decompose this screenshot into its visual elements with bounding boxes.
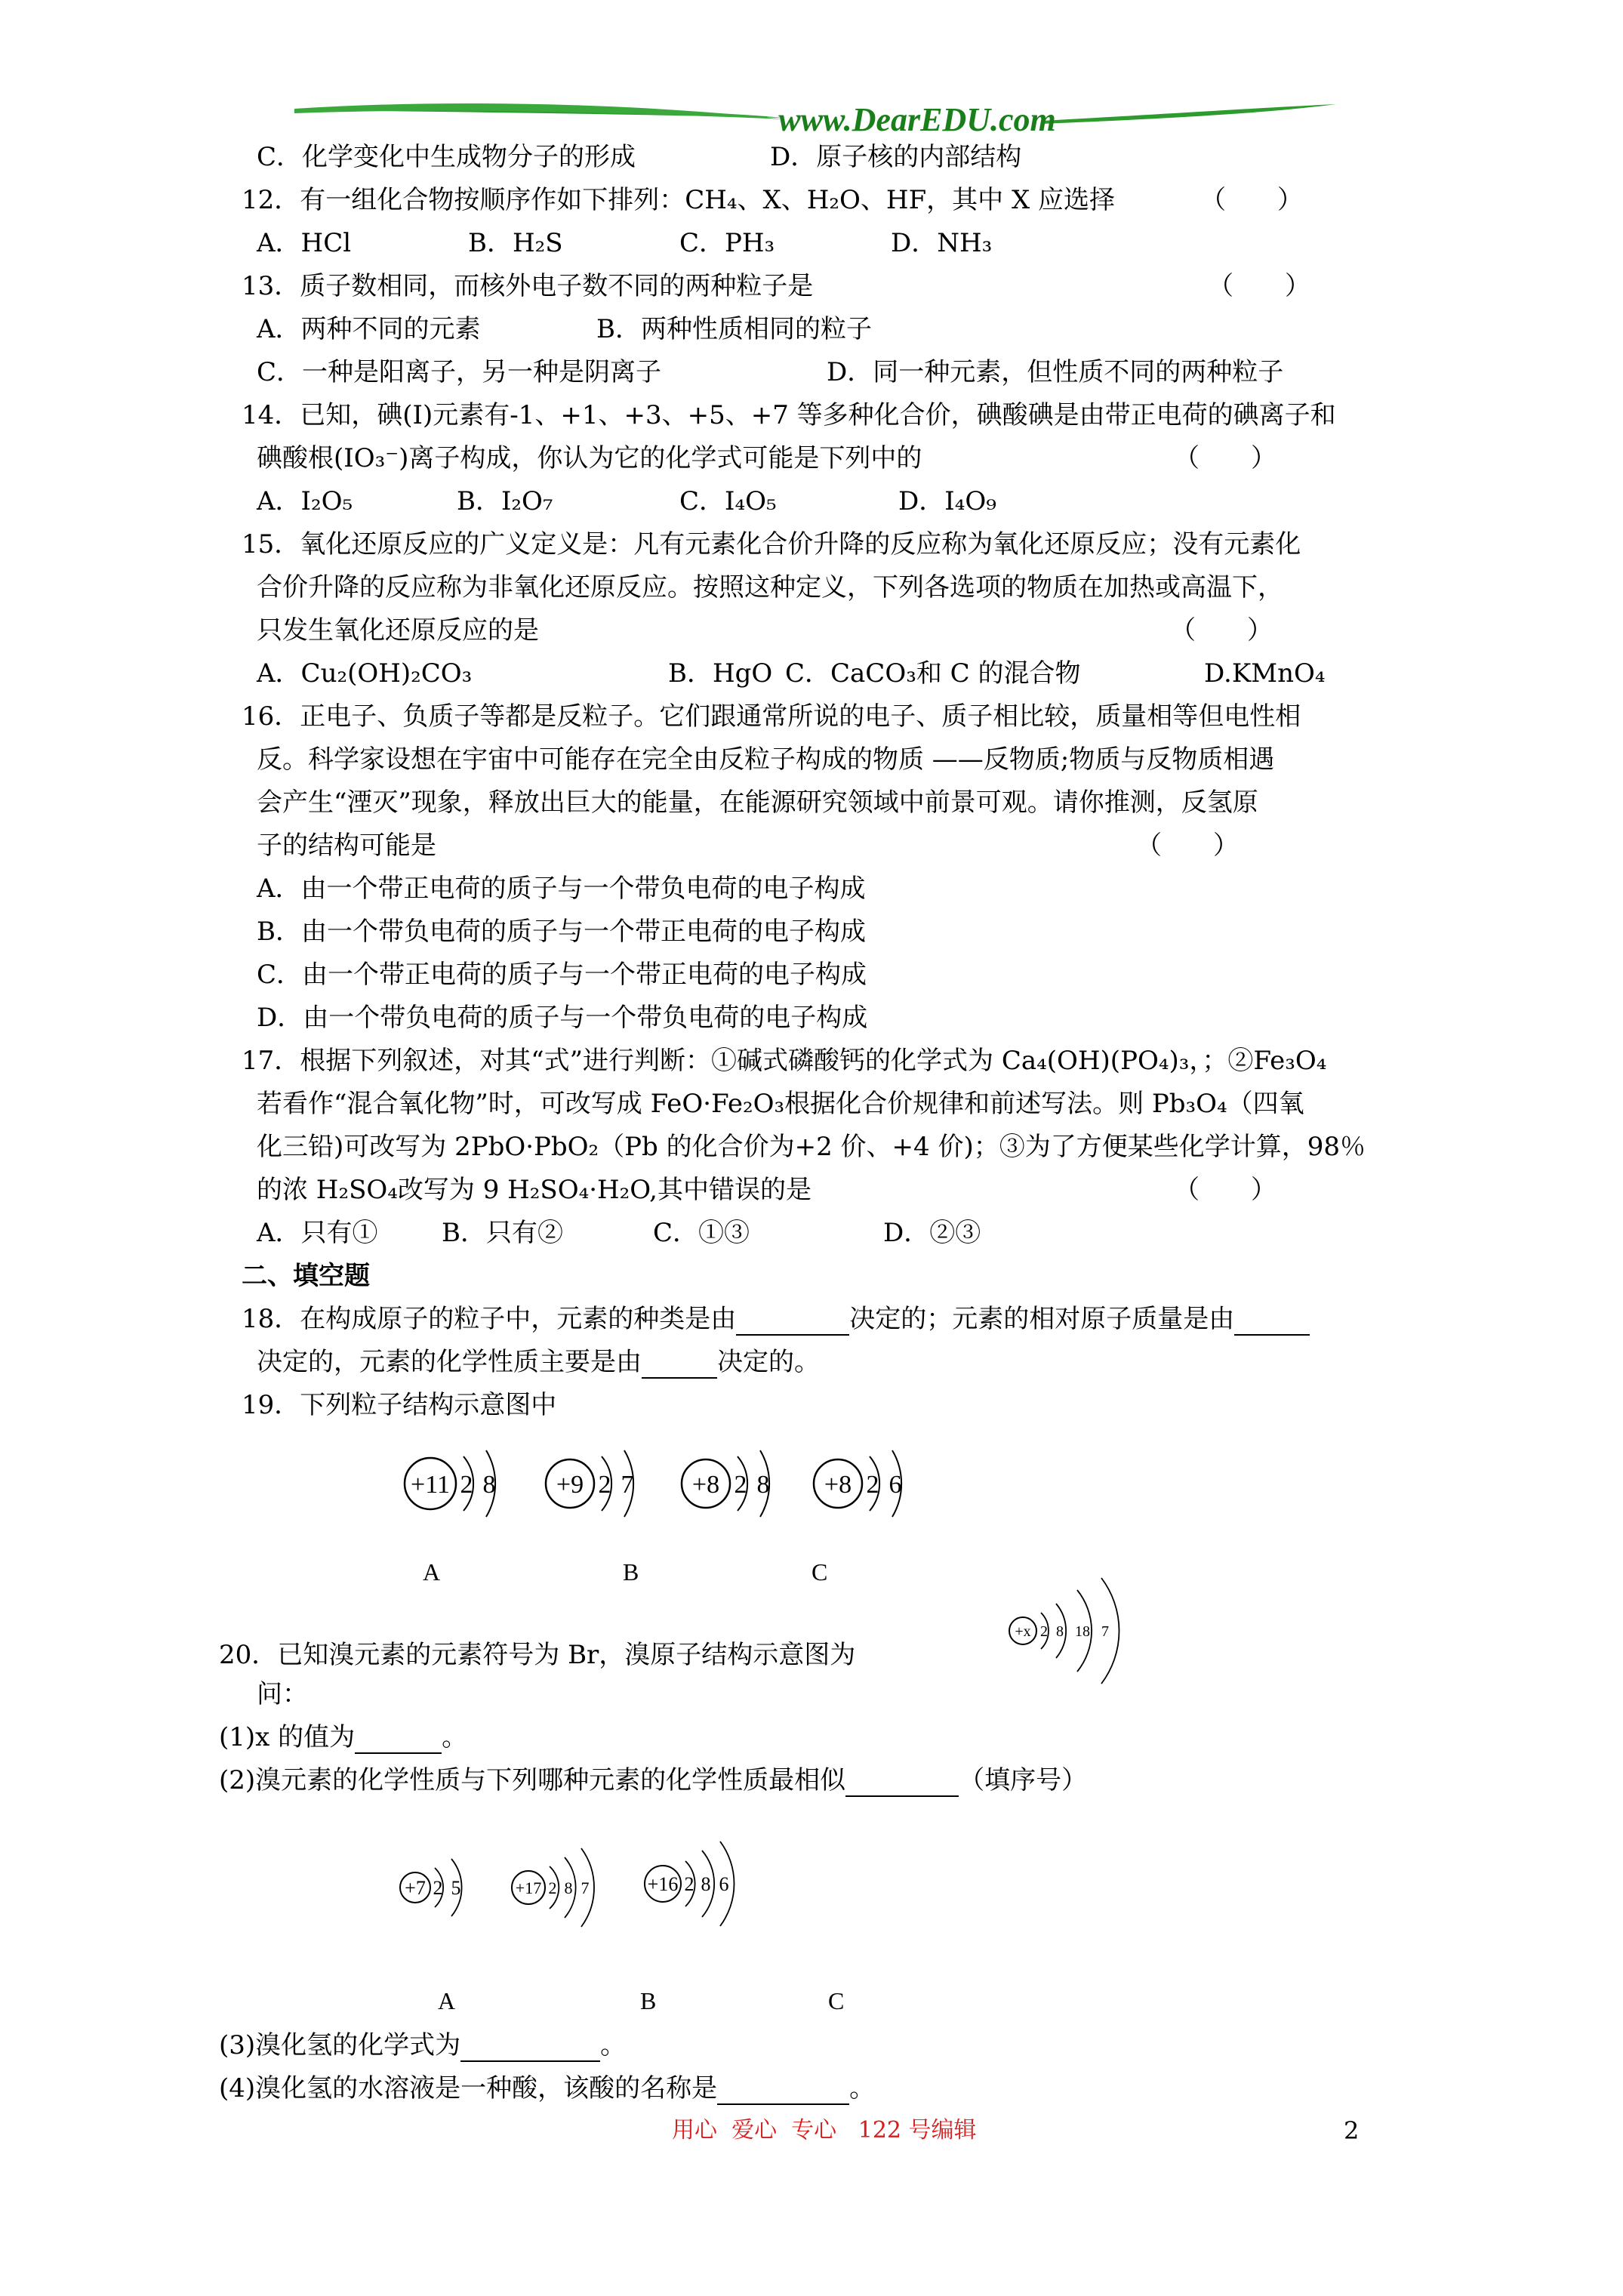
atom-diagram-4 bbox=[814, 1450, 902, 1517]
q18-line-1 bbox=[242, 1302, 1310, 1336]
header-banner bbox=[287, 97, 1344, 142]
q19-label-a: A bbox=[423, 1558, 441, 1586]
atom-diagram-1 bbox=[405, 1450, 496, 1517]
q19-stem: 19．下列粒子结构示意图中 bbox=[242, 1390, 557, 1420]
section-heading: 二、填空题 bbox=[242, 1261, 370, 1291]
shell-count: 2 bbox=[548, 1878, 557, 1897]
q14-option-b: B．I₂O₇ bbox=[457, 486, 553, 516]
shell-count: 7 bbox=[581, 1878, 590, 1897]
q16-option-b: B．由一个带负电荷的质子与一个带正电荷的电子构成 bbox=[257, 917, 866, 947]
shell-count: 2 bbox=[866, 1471, 879, 1499]
q20-sub-1-text: (1)x 的值为 bbox=[219, 1722, 356, 1752]
shell-count: 8 bbox=[564, 1878, 573, 1897]
shell-count: 8 bbox=[756, 1471, 770, 1499]
q17-answer-paren: （ ） bbox=[1174, 1175, 1277, 1205]
shell-count: 2 bbox=[734, 1471, 747, 1499]
q15-option-c: C．CaCO₃和 C 的混合物 bbox=[785, 658, 1081, 689]
q19-diagrams bbox=[393, 1427, 966, 1548]
nucleus-label: +8 bbox=[691, 1471, 720, 1499]
q16-option-c: C．由一个带正电荷的质子与一个带正电荷的电子构成 bbox=[257, 960, 867, 990]
nucleus-label: +9 bbox=[556, 1471, 584, 1499]
atom-diagram-a bbox=[400, 1859, 462, 1916]
shell-count: 5 bbox=[451, 1877, 461, 1899]
shell-count: 7 bbox=[621, 1471, 634, 1499]
q16-line-4: 子的结构可能是 bbox=[257, 831, 436, 861]
footer-credit: 用心 爱心 专心 122 号编辑 bbox=[672, 2117, 977, 2143]
q12-option-b: B．H₂S bbox=[468, 228, 563, 258]
q17-line-4: 的浓 H₂SO₄改写为 9 H₂SO₄·H₂O,其中错误的是 bbox=[257, 1175, 812, 1205]
q16-line-1: 16．正电子、负质子等都是反粒子。它们跟通常所说的电子、质子相比较，质量相等但电性相 bbox=[242, 701, 1301, 732]
shell-count: 6 bbox=[719, 1873, 729, 1895]
q20-stem: 20．已知溴元素的元素符号为 Br，溴原子结构示意图为 bbox=[219, 1640, 856, 1670]
q12-option-d: D．NH₃ bbox=[891, 228, 993, 258]
q20-blank-1[interactable] bbox=[355, 1727, 442, 1754]
shell-count: 2 bbox=[684, 1873, 694, 1895]
shell-count: 7 bbox=[1101, 1623, 1109, 1640]
q13-option-c: C．一种是阳离子，另一种是阴离子 bbox=[257, 357, 662, 387]
shell-count: 2 bbox=[598, 1471, 611, 1499]
q20-label-c: C bbox=[828, 1987, 845, 2014]
atom-diagram-3 bbox=[682, 1450, 770, 1517]
q14-option-a: A．I₂O₅ bbox=[257, 486, 353, 516]
q15-line-3: 只发生氧化还原反应的是 bbox=[257, 615, 539, 646]
q13-answer-paren: （ ） bbox=[1208, 271, 1310, 301]
q20-sub-1-end: 。 bbox=[442, 1722, 468, 1752]
q16-option-a: A．由一个带正电荷的质子与一个带负电荷的电子构成 bbox=[257, 874, 866, 904]
q15-option-d: D.KMnO₄ bbox=[1204, 658, 1326, 689]
q14-line-1: 14．已知，碘(I)元素有-1、+1、+3、+5、+7 等多种化合价，碘酸碘是由带正电荷的碘离子和 bbox=[242, 400, 1336, 430]
q18-part-3: 决定的，元素的化学性质主要是由 bbox=[257, 1347, 642, 1377]
q20-blank-3[interactable] bbox=[460, 2035, 600, 2062]
q14-answer-paren: （ ） bbox=[1174, 443, 1277, 473]
q18-line-2 bbox=[257, 1345, 820, 1379]
q15-line-2: 合价升降的反应称为非氧化还原反应。按照这种定义，下列各选项的物质在加热或高温下， bbox=[257, 572, 1283, 603]
q18-part-1: 18．在构成原子的粒子中，元素的种类是由 bbox=[242, 1304, 737, 1334]
left-swoosh-tail bbox=[294, 103, 785, 119]
atom-diagram-c bbox=[645, 1841, 735, 1926]
q17-option-c: C．①③ bbox=[653, 1218, 750, 1248]
q20-label-a: A bbox=[438, 1987, 456, 2014]
atom-diagram-2 bbox=[546, 1450, 634, 1517]
q18-blank-1[interactable] bbox=[736, 1308, 849, 1336]
q20-blank-4[interactable] bbox=[717, 2078, 849, 2105]
q20-sub-1 bbox=[219, 1721, 467, 1754]
q20-sub-2 bbox=[219, 1764, 1087, 1797]
q16-answer-paren: （ ） bbox=[1136, 831, 1239, 861]
q13-option-b: B．两种性质相同的粒子 bbox=[596, 314, 872, 344]
q16-line-3: 会产生“湮灭”现象，释放出巨大的能量，在能源研究领域中前景可观。请你推测，反氢原 bbox=[257, 787, 1258, 818]
q19-label-c: C bbox=[812, 1558, 828, 1586]
q13-option-d: D．同一种元素，但性质不同的两种粒子 bbox=[827, 357, 1284, 387]
q18-part-4: 决定的。 bbox=[717, 1347, 820, 1377]
q12-answer-paren: （ ） bbox=[1200, 185, 1303, 215]
q20-label-b: B bbox=[640, 1987, 657, 2014]
q17-line-2: 若看作“混合氧化物”时，可改写成 FeO·Fe₂O₃根据化合价规律和前述写法。则 Pb₃O₄（四氧 bbox=[257, 1089, 1304, 1119]
q18-blank-3[interactable] bbox=[642, 1351, 717, 1379]
q15-option-a: A．Cu₂(OH)₂CO₃ bbox=[257, 658, 473, 689]
q20-sub-2-text: (2)溴元素的化学性质与下列哪种元素的化学性质最相似 bbox=[219, 1765, 846, 1795]
q20-sub-4-end: 。 bbox=[849, 2073, 876, 2103]
q13-stem: 13．质子数相同，而核外电子数不同的两种粒子是 bbox=[242, 271, 814, 301]
nucleus-label: +16 bbox=[647, 1873, 679, 1895]
shell-count: 8 bbox=[482, 1471, 496, 1499]
page-number: 2 bbox=[1344, 2116, 1360, 2145]
shell-count: 18 bbox=[1075, 1623, 1090, 1640]
shell-count: 2 bbox=[460, 1471, 473, 1499]
bromine-atom-diagram bbox=[996, 1567, 1147, 1703]
q20-sub-4 bbox=[219, 2072, 875, 2105]
nucleus-label: +8 bbox=[824, 1471, 852, 1499]
q14-line-2: 碘酸根(IO₃⁻)离子构成，你认为它的化学式可能是下列中的 bbox=[257, 443, 922, 473]
right-swoosh bbox=[1042, 104, 1336, 124]
atom-diagram-b bbox=[512, 1848, 594, 1927]
q11-option-d: D．原子核的内部结构 bbox=[770, 142, 1022, 172]
q11-option-c: C．化学变化中生成物分子的形成 bbox=[257, 142, 636, 172]
q12-stem: 12．有一组化合物按顺序作如下排列：CH₄、X、H₂O、HF，其中 X 应选择 bbox=[242, 185, 1115, 215]
q17-line-3: 化三铅)可改写为 2PbO·PbO₂（Pb 的化合价为+2 价、+4 价)；③为了方便某些化学计算，98％ bbox=[257, 1132, 1366, 1162]
q15-answer-paren: （ ） bbox=[1170, 615, 1273, 646]
q16-option-d: D．由一个带负电荷的质子与一个带负电荷的电子构成 bbox=[257, 1003, 868, 1033]
nucleus-label: +11 bbox=[411, 1471, 450, 1499]
nucleus-label: +17 bbox=[515, 1878, 542, 1897]
shell-count: 6 bbox=[888, 1471, 902, 1499]
q20-stem-2: 问： bbox=[257, 1679, 308, 1709]
shell-count: 2 bbox=[1040, 1623, 1048, 1640]
shell-count: 2 bbox=[433, 1877, 443, 1899]
site-logo: www.DearEDU.com bbox=[778, 101, 1056, 138]
q20-diagrams bbox=[385, 1823, 778, 1937]
q20-sub-3 bbox=[219, 2029, 626, 2062]
q19-label-b: B bbox=[623, 1558, 639, 1586]
q12-option-a: A．HCl bbox=[257, 228, 352, 258]
q17-option-a: A．只有① bbox=[257, 1218, 378, 1248]
q20-sub-4-text: (4)溴化氢的水溶液是一种酸，该酸的名称是 bbox=[219, 2073, 718, 2103]
q16-line-2: 反。科学家设想在宇宙中可能存在完全由反粒子构成的物质 ——反物质;物质与反物质相遇 bbox=[257, 744, 1275, 775]
shell-count: 8 bbox=[701, 1873, 711, 1895]
q11-options bbox=[257, 140, 636, 174]
q15-option-b: B．HgO bbox=[668, 658, 773, 689]
q18-part-2: 决定的；元素的相对原子质量是由 bbox=[849, 1304, 1235, 1334]
q20-sub-2-end: （填序号） bbox=[959, 1765, 1088, 1795]
q17-line-1: 17．根据下列叙述，对其“式”进行判断：①碱式磷酸钙的化学式为 Ca₄(OH)(PO₄)₃，；②Fe₃O₄ bbox=[242, 1046, 1327, 1076]
q14-option-d: D．I₄O₉ bbox=[898, 486, 996, 516]
q12-option-c: C．PH₃ bbox=[679, 228, 775, 258]
q18-blank-2[interactable] bbox=[1234, 1308, 1310, 1336]
q15-line-1: 15．氧化还原反应的广义定义是：凡有元素化合价升降的反应称为氧化还原反应；没有元素化 bbox=[242, 529, 1301, 559]
nucleus-label: +x bbox=[1015, 1623, 1031, 1640]
q17-option-b: B．只有② bbox=[442, 1218, 563, 1248]
nucleus-label: +7 bbox=[405, 1877, 426, 1899]
shell-count: 8 bbox=[1056, 1623, 1064, 1640]
q14-option-c: C．I₄O₅ bbox=[679, 486, 777, 516]
q20-blank-2[interactable] bbox=[845, 1770, 959, 1797]
q17-option-d: D．②③ bbox=[883, 1218, 981, 1248]
q20-sub-3-text: (3)溴化氢的化学式为 bbox=[219, 2030, 461, 2060]
q20-sub-3-end: 。 bbox=[600, 2030, 627, 2060]
q13-option-a: A．两种不同的元素 bbox=[257, 314, 481, 344]
